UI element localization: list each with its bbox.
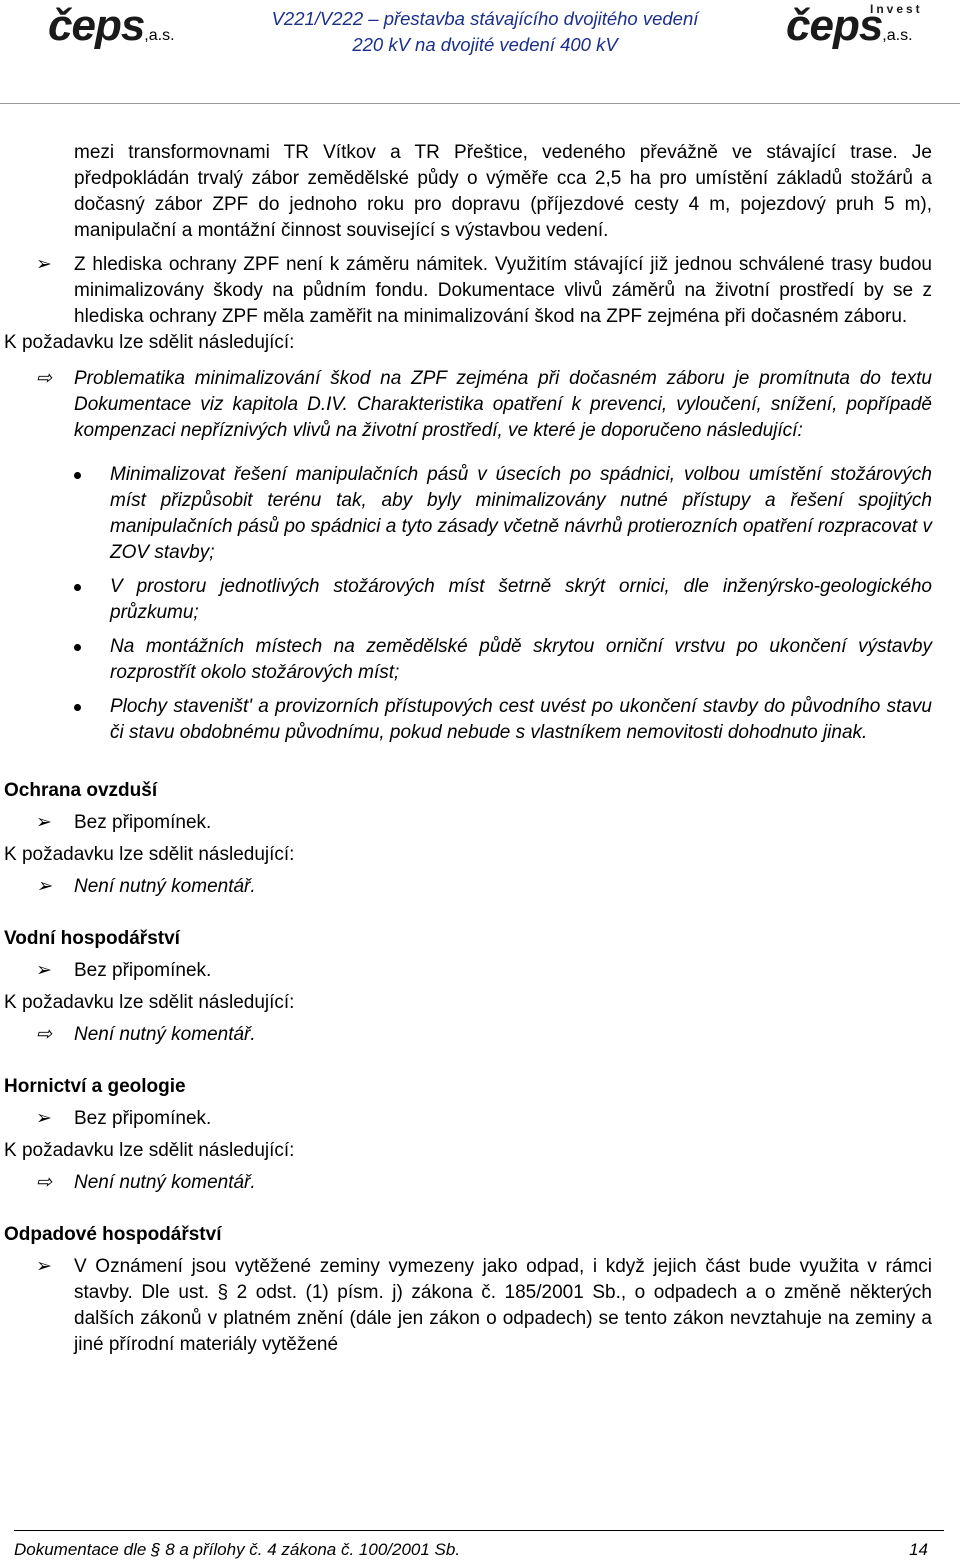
- logo-word: čeps: [786, 1, 883, 50]
- section-response-text: Není nutný komentář.: [74, 1172, 256, 1193]
- footer-reference: Dokumentace dle § 8 a přílohy č. 4 zákona č. 100/2001 Sb.: [14, 1540, 461, 1559]
- zpf-item-text: Z hlediska ochrany ZPF není k záměru námitek. Využitím stávající již jednou schválené trasy budou minimalizovány škody na půdním fondu. Dokumentace vlivů záměrů na životní prostředí by se z hlediska ochrany ZPF měla zaměřit na minimalizování škod na ZPF zejména při dočasném záboru.: [74, 254, 932, 327]
- zpf-item: [36, 252, 932, 330]
- list-item: [110, 634, 932, 686]
- section-heading: Hornictví a geologie: [4, 1076, 186, 1097]
- section-item: [36, 810, 932, 836]
- waste-item: [36, 1254, 932, 1358]
- document-body: [0, 140, 960, 1358]
- waste-item-text: V Oznámení jsou vytěžené zeminy vymezeny jako odpad, i když jejich část bude využita v rámci stavby. Dle ust. § 2 odst. (1) písm. j) zákona č. 185/2001 Sb., o odpadech a o změně některých dalších zákonů v platném znění (dále jen zákon o odpadech) se tento zákon nevztahuje na zeminy a jiné přírodní materiály vytěžené: [74, 1256, 932, 1355]
- section-item-text: Bez připomínek.: [74, 960, 212, 981]
- bullet-dot-icon: [74, 584, 81, 591]
- section-response-text: Není nutný komentář.: [74, 876, 256, 897]
- list-item: [110, 574, 932, 626]
- section-response-text: Není nutný komentář.: [74, 1024, 256, 1045]
- section-response: [36, 1170, 932, 1196]
- section-item-text: Bez připomínek.: [74, 812, 212, 833]
- arrowhead-bullet-icon: ➢: [36, 876, 52, 897]
- page-number: 14: [909, 1540, 928, 1559]
- logo-word: čeps: [48, 1, 145, 50]
- document-title: [200, 6, 770, 58]
- section-heading: Vodní hospodářství: [4, 928, 180, 949]
- list-item: [110, 694, 932, 746]
- title-line-1: V221/V222 – přestavba stávajícího dvojitého vedení: [271, 8, 699, 29]
- k-pozadavku-label: K požadavku lze sdělit následující:: [4, 1140, 295, 1161]
- footer-divider: [14, 1530, 944, 1531]
- page-header: [0, 0, 960, 104]
- zpf-response-text: Problematika minimalizování škod na ZPF zejména při dočasném záboru je promítnuta do textu Dokumentace viz kapitola D.IV. Charakteristika opatření k prevenci, vyloučení, snížení, popřípadě kompenzaci nepříznivých vlivů na životní prostředí, ve které je doporučeno následující:: [74, 368, 932, 441]
- section-item-text: Bez připomínek.: [74, 1108, 212, 1129]
- logo-suffix: ,a.s.: [144, 27, 175, 44]
- logo-suffix: ,a.s.: [882, 27, 913, 44]
- arrowhead-bullet-icon: ➢: [36, 812, 52, 833]
- list-item: [110, 462, 932, 566]
- section-heading: Ochrana ovzduší: [4, 780, 158, 801]
- outline-arrow-icon: ⇨: [36, 368, 52, 389]
- k-pozadavku-label: K požadavku lze sdělit následující:: [4, 844, 295, 865]
- bullet-dot-icon: [74, 472, 81, 479]
- arrowhead-bullet-icon: ➢: [36, 1108, 52, 1129]
- ceps-invest-logo: [786, 1, 923, 50]
- list-item-text: V prostoru jednotlivých stožárových míst šetrně skrýt ornici, dle inženýrsko-geologického průzkumu;: [110, 576, 932, 623]
- section-item: [36, 1106, 932, 1132]
- list-item-text: Minimalizovat řešení manipulačních pásů v úsecích po spádnici, volbou umístění stožárových míst přizpůsobit terénu tak, aby byly minimalizovány nutné přístupy a řešení spojitých manipulačních pásů po spádnici a tyto zásady včetně návrhů protierozních opatření rozpracovat v ZOV stavby;: [110, 464, 932, 563]
- page-footer: [14, 1540, 928, 1560]
- intro-paragraph: mezi transformovnami TR Vítkov a TR Přeštice, vedeného převážně ve stávající trase. Je předpokládán trvalý zábor zemědělské půdy o výměře cca 2,5 ha pro umístění základů stožárů a dočasný zábor ZPF do jednoho roku pro dopravu (příjezdové cesty 4 m, pojezdový pruh 5 m), manipulační a montážní činnost související s výstavbou vedení.: [74, 142, 932, 241]
- outline-arrow-icon: ⇨: [36, 1024, 52, 1045]
- arrowhead-bullet-icon: ➢: [36, 254, 52, 275]
- title-line-2: 220 kV na dvojité vedení 400 kV: [352, 34, 618, 55]
- k-pozadavku-label: K požadavku lze sdělit následující:: [4, 992, 295, 1013]
- arrowhead-bullet-icon: ➢: [36, 960, 52, 981]
- bullet-dot-icon: [74, 644, 81, 651]
- header-divider: [0, 103, 960, 104]
- zpf-response: [36, 366, 932, 444]
- section-heading: Odpadové hospodářství: [4, 1224, 222, 1245]
- section-response: [36, 874, 932, 900]
- list-item-text: Plochy staveništ' a provizorních přístupových cest uvést po ukončení stavby do původního stavu či stavu obdobnému původnímu, pokud nebude s vlastníkem nemovitosti dohodnuto jinak.: [110, 696, 932, 743]
- list-item-text: Na montážních místech na zemědělské půdě skrytou orniční vrstvu po ukončení výstavby rozprostřít okolo stožárových míst;: [110, 636, 932, 683]
- k-pozadavku-label: K požadavku lze sdělit následující:: [4, 332, 295, 353]
- section-response: [36, 1022, 932, 1048]
- section-item: [36, 958, 932, 984]
- outline-arrow-icon: ⇨: [36, 1172, 52, 1193]
- logo-invest-text: Invest: [870, 2, 923, 16]
- bullet-dot-icon: [74, 704, 81, 711]
- arrowhead-bullet-icon: ➢: [36, 1256, 52, 1277]
- ceps-logo: [48, 1, 175, 50]
